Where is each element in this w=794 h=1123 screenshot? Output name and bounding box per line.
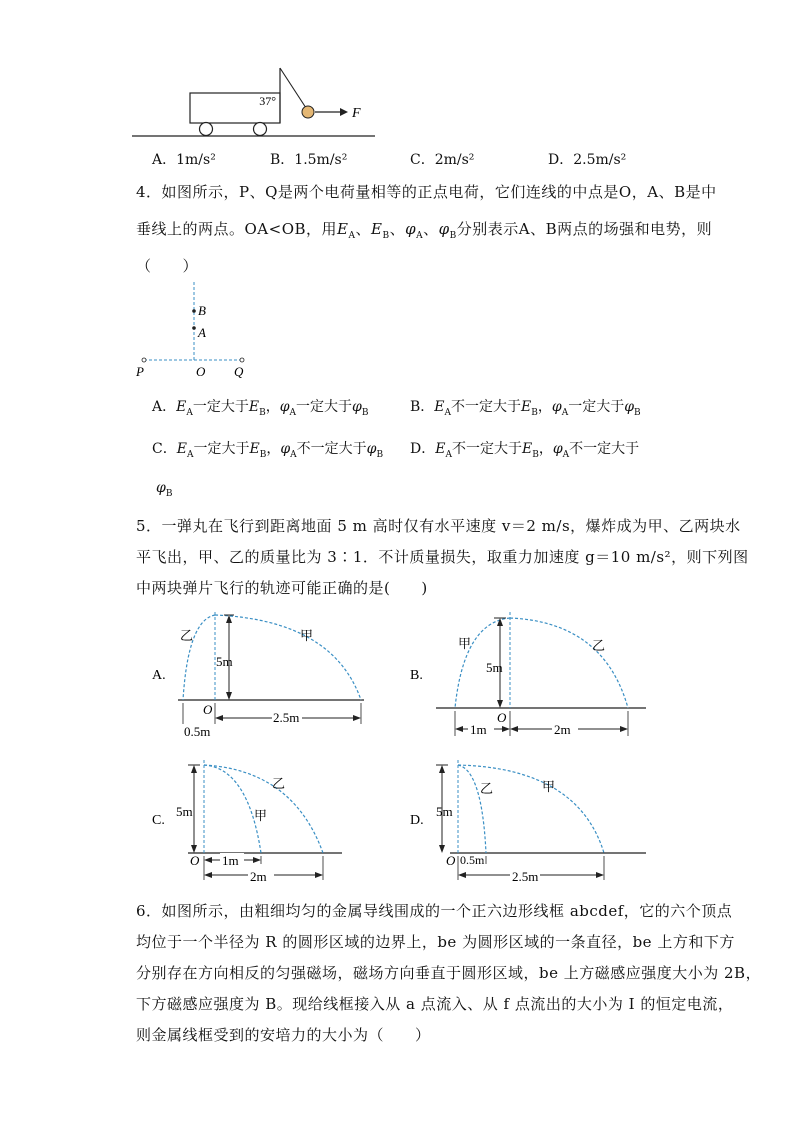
force-arrow-head	[340, 108, 348, 116]
q4-option-d-continued: $\varphi_B$	[156, 480, 173, 499]
q3-option-b[interactable]: B．1.5m/s²	[270, 152, 348, 168]
height-label: 5m	[216, 654, 233, 669]
q6-line-5: 则金属线框受到的安培力的大小为（ ）	[136, 1026, 431, 1044]
option-letter: D.	[410, 813, 424, 828]
cart-wheel-left	[200, 123, 213, 136]
height-label: 5m	[436, 804, 453, 819]
q3-option-a[interactable]: A．1m/s²	[152, 152, 216, 168]
q6-line-4: 下方磁感应强度为 B。现给线框接入从 a 点流入、从 f 点流出的大小为 I 的恒定电流，	[136, 995, 734, 1013]
option-letter: A.	[152, 668, 166, 683]
left-distance-label: 0.5m	[184, 724, 211, 739]
label-yi: 乙	[592, 638, 606, 653]
charge-p	[142, 358, 146, 362]
label-yi: 乙	[272, 776, 286, 791]
option-letter: C.	[152, 813, 165, 828]
trajectory-jia	[204, 765, 261, 853]
first-distance-label: 0.5m	[460, 853, 485, 867]
label-yi: 乙	[180, 628, 194, 643]
cart-wheel-right	[254, 123, 267, 136]
q3-cart-diagram	[130, 60, 380, 142]
q4-option-b[interactable]: B．$E_A$不一定大于$E_B$，$\varphi_A$一定大于$\varphi_B$	[410, 399, 641, 418]
label-jia: 甲	[300, 628, 314, 643]
left-distance-label: 1m	[470, 722, 487, 737]
trajectory-yi	[458, 765, 486, 853]
q5-diagram-a[interactable]	[148, 610, 378, 740]
origin-label: O	[203, 702, 213, 717]
label-o: O	[196, 364, 206, 379]
hanging-ball	[302, 106, 314, 118]
q4-option-c[interactable]: C．$E_A$一定大于$E_B$，$\varphi_A$不一定大于$\varphi_B$	[152, 441, 384, 460]
q6-line-1: 6．如图所示，由粗细均匀的金属导线围成的一个正六边形线框 abcdef，它的六个顶点	[136, 902, 733, 920]
origin-label: O	[446, 853, 456, 868]
force-label: F	[352, 106, 361, 121]
label-yi: 乙	[480, 781, 494, 796]
q5-line-2: 平飞出，甲、乙的质量比为 3∶1．不计质量损失，取重力加速度 g＝10 m/s²，则下列图	[136, 548, 749, 566]
first-distance-label: 1m	[222, 853, 239, 868]
q4-option-a[interactable]: A．$E_A$一定大于$E_B$，$\varphi_A$一定大于$\varphi_B$	[152, 399, 369, 418]
second-distance-label: 2m	[250, 869, 267, 884]
q4-line-2: 垂线上的两点。OA<OB，用$E_A$、$E_B$、$\varphi_A$、$\varphi_B$分别表示A、B两点的场强和电势，则	[136, 220, 713, 241]
q4-option-d[interactable]: D．$E_A$不一定大于$E_B$，$\varphi_A$不一定大于	[410, 441, 640, 460]
label-a: A	[198, 325, 206, 340]
q5-line-3: 中两块弹片飞行的轨迹可能正确的是( )	[136, 579, 428, 597]
q6-line-2: 均位于一个半径为 R 的圆形区域的边界上，be 为圆形区域的一条直径，be 上方和下方	[136, 933, 735, 951]
second-distance-label: 2.5m	[512, 869, 539, 884]
trajectory-jia	[458, 765, 604, 853]
q4-line-1: 4．如图所示，P、Q是两个电荷量相等的正点电荷，它们连线的中点是O，A、B是中	[136, 183, 717, 201]
label-jia: 甲	[542, 779, 556, 794]
string	[280, 68, 308, 111]
label-p: P	[136, 364, 144, 379]
trajectory-yi	[510, 618, 628, 708]
q5-diagram-d[interactable]	[406, 758, 656, 888]
angle-label: 37°	[259, 94, 276, 108]
q6-line-3: 分别存在方向相反的匀强磁场，磁场方向垂直于圆形区域，be 上方磁感应强度大小为 2B，	[136, 964, 762, 982]
point-a	[192, 326, 196, 330]
origin-label: O	[497, 710, 507, 725]
q3-option-c[interactable]: C．2m/s²	[410, 152, 475, 168]
point-b	[192, 309, 196, 313]
label-b: B	[198, 303, 206, 318]
q5-diagram-c[interactable]	[148, 758, 358, 888]
option-letter: B.	[410, 668, 423, 683]
q5-line-1: 5．一弹丸在飞行到距离地面 5 m 高时仅有水平速度 v＝2 m/s，爆炸成为甲、乙两块水	[136, 517, 741, 535]
label-q: Q	[234, 364, 244, 379]
charge-q	[240, 358, 244, 362]
trajectory-jia	[215, 615, 361, 700]
origin-label: O	[190, 853, 200, 868]
q4-line-3: （ ）	[136, 257, 199, 275]
height-label: 5m	[486, 660, 503, 675]
right-distance-label: 2m	[554, 722, 571, 737]
q3-option-d[interactable]: D．2.5m/s²	[548, 152, 627, 168]
height-label: 5m	[176, 804, 193, 819]
label-jia: 甲	[254, 808, 268, 823]
q5-diagram-b[interactable]	[406, 610, 656, 740]
label-jia: 甲	[458, 636, 472, 651]
right-distance-label: 2.5m	[273, 710, 300, 725]
q4-charges-diagram	[128, 280, 258, 380]
